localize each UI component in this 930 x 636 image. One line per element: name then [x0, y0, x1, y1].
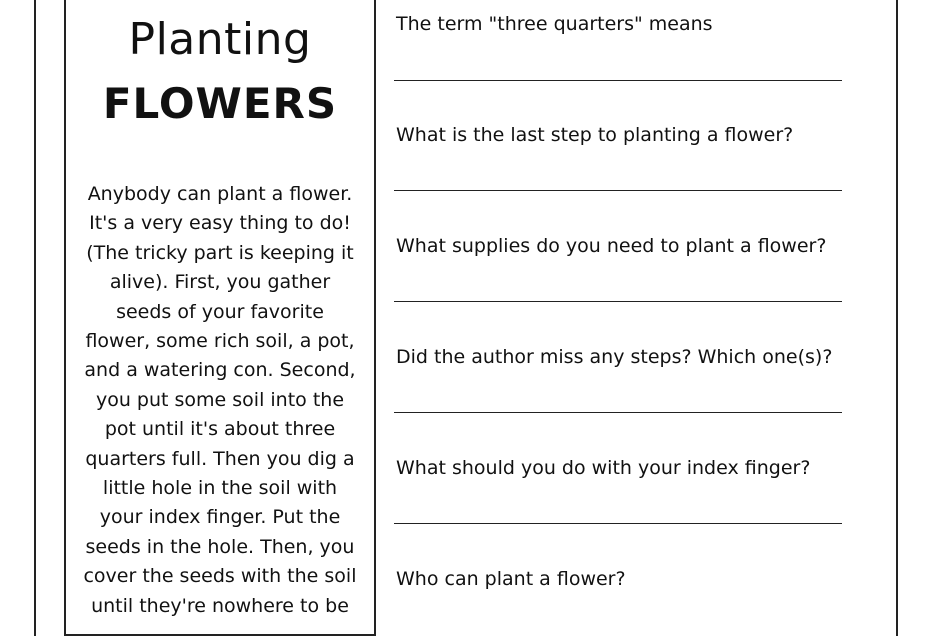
story-line: pot until it's about three [104, 418, 336, 441]
title-planting: Planting [128, 14, 312, 65]
question-supplies: What supplies do you need to plant a flower? [396, 235, 827, 257]
question-three-quarters: The term "three quarters" means [396, 13, 713, 35]
question-last-step: What is the last step to planting a flower? [396, 124, 794, 146]
story-line: seeds in the hole. Then, you [85, 535, 355, 558]
title-flowers: FLOWERS [102, 79, 338, 128]
story-line: flower, some rich soil, a pot, [85, 330, 355, 353]
answer-line[interactable] [394, 412, 842, 413]
story-line: seeds of your favorite [116, 300, 324, 323]
story-line: little hole in the soil with [102, 477, 338, 500]
story-line: It's a very easy thing to do! [89, 212, 351, 235]
answer-line[interactable] [394, 190, 842, 191]
answer-line[interactable] [394, 301, 842, 302]
question-missed-steps: Did the author miss any steps? Which one(s)? [396, 346, 833, 368]
story-line: cover the seeds with the soil [83, 565, 357, 588]
story-line: until they're nowhere to be [91, 594, 349, 617]
story-line: your index finger. Put the [99, 506, 341, 529]
story-line: and a watering con. Second, [84, 359, 356, 382]
story-line: quarters full. Then you dig a [85, 447, 355, 470]
answer-line[interactable] [394, 523, 842, 524]
story-line: Anybody can plant a flower. [87, 183, 353, 205]
story-line: (The tricky part is keeping it [86, 241, 354, 264]
question-who-can-plant: Who can plant a flower? [396, 568, 626, 590]
story-line: alive). First, you gather [109, 271, 331, 294]
question-index-finger: What should you do with your index finger? [396, 457, 811, 479]
answer-line[interactable] [394, 80, 842, 81]
story-line: you put some soil into the [95, 388, 345, 411]
story-text [70, 180, 370, 621]
